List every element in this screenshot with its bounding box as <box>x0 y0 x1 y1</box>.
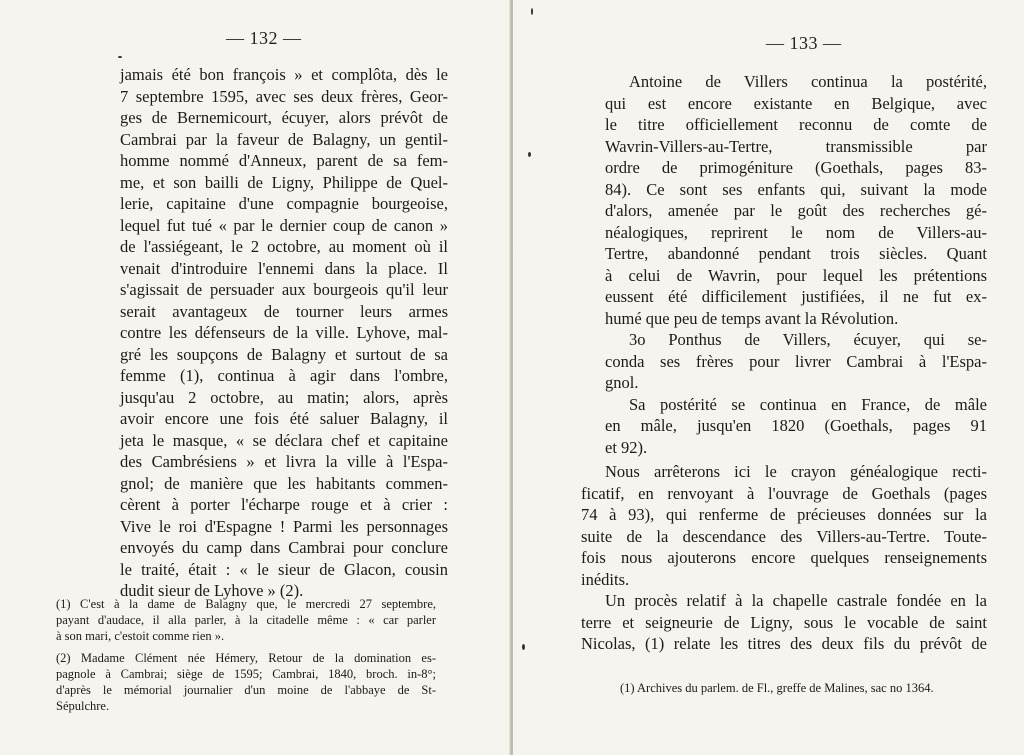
text-line: eussent été difficilement justifiées, il ne fut ex- <box>605 287 987 306</box>
text-line: 3o Ponthus de Villers, écuyer, qui se- <box>629 330 987 349</box>
text-line: Tertre, abandonné pendant trois siècles. Quant <box>605 244 987 263</box>
text-line: serait avantageux de tourner leurs armes <box>120 301 448 321</box>
footnote-line: à son mari, c'estoit comme rien ». <box>56 629 225 643</box>
text-line: Antoine de Villers continua la postérité, <box>629 72 987 91</box>
text-line: ges de Bernemicourt, écuyer, alors prévôt de <box>120 108 448 127</box>
text-line: Nicolas, (1) relate les titres des deux fils du prévôt de <box>581 634 987 653</box>
left-page <box>0 0 511 755</box>
text-line: lequel fut tué « par le dernier coup de canon » <box>120 215 448 235</box>
text-line: et 92). <box>605 437 648 457</box>
text-line: néalogiques, reprirent le nom de Villers-au- <box>605 222 987 242</box>
left-page-body <box>120 64 448 602</box>
footnote-line: d'après le mémorial journalier d'un moine de l'abbaye de St- <box>56 683 436 697</box>
paragraph <box>581 461 987 590</box>
footnote-1 <box>56 596 436 644</box>
text-line: 7 septembre 1595, avec ses deux frères, Geor- <box>120 86 448 106</box>
text-line: homme nommé d'Anneux, parent de sa fem- <box>120 151 448 170</box>
right-page-body <box>605 71 987 458</box>
text-line: gré les soupçons de Balagny et surtout de sa <box>120 344 448 364</box>
text-line: de l'assiégeant, le 2 octobre, au moment où il <box>120 237 448 256</box>
right-footnotes <box>620 680 980 696</box>
text-line: lerie, capitaine d'une compagnie bourgeoise, <box>120 194 448 213</box>
ink-speck <box>531 8 533 15</box>
left-footnotes <box>56 596 436 714</box>
text-line: en mâle, jusqu'en 1820 (Goethals, pages 91 <box>605 416 987 435</box>
text-line: Vive le roi d'Espagne ! Parmi les personnages <box>120 516 448 536</box>
text-line: gnol. <box>605 373 639 392</box>
text-line: ficatif, en renvoyant à l'ouvrage de Goethals (pages <box>581 483 987 503</box>
footnote-line: (1) C'est à la dame de Balagny que, le mercredi 27 septembre, <box>56 597 436 611</box>
footnote-line: pagnole à Cambrai; siège de 1595; Cambrai, 1840, broch. in-8°; <box>56 667 436 681</box>
text-line: me, et son bailli de Ligny, Philippe de Quel- <box>120 172 448 192</box>
page-number-left: — 132 — <box>226 28 302 48</box>
text-line: gnol; de manière que les habitants commen- <box>120 473 448 493</box>
text-line: ordre de primogéniture (Goethals, pages 83- <box>605 158 987 177</box>
text-line: jeta le masque, « se déclara chef et capitaine <box>120 430 448 450</box>
text-line: Wavrin-Villers-au-Tertre, transmissible par <box>605 136 987 156</box>
footnote-line: (2) Madame Clément née Hémery, Retour de la domination es- <box>56 651 436 665</box>
text-line: dudit sieur de Lyhove » (2). <box>120 581 304 600</box>
paragraph <box>605 329 987 394</box>
text-line: avoir encore une fois été saluer Balagny, il <box>120 409 448 428</box>
text-line: Nous arrêterons ici le crayon généalogique recti- <box>605 462 987 481</box>
text-line: 84). Ce sont ses enfants qui, suivant la mode <box>605 179 987 199</box>
text-line: inédits. <box>581 569 630 589</box>
text-line: conda ses frères pour livrer Cambrai à l'Espa- <box>605 351 987 371</box>
text-line: jamais été bon françois » et complôta, dès le <box>120 65 448 84</box>
text-line: Cambrai par la faveur de Balagny, un gentil- <box>120 129 448 149</box>
text-line: Sa postérité se continua en France, de mâle <box>629 394 987 414</box>
text-line: Un procès relatif à la chapelle castrale fondée en la <box>605 591 987 610</box>
text-line: cèrent à porter l'écharpe rouge et à crier : <box>120 495 448 514</box>
text-line: des Cambrésiens » et livra la ville à l'Espa- <box>120 452 448 471</box>
text-line: venait d'introduire l'ennemi dans la place. Il <box>120 258 448 278</box>
footnote-line: payant d'audace, il alla parler, à la citadelle même : « car parler <box>56 613 436 627</box>
ink-speck <box>528 152 531 157</box>
footnote-2 <box>56 650 436 714</box>
text-line: le titre officiellement reconnu de comte de <box>605 115 987 134</box>
text-line: suite de la descendance des Villers-au-Tertre. Toute- <box>581 526 987 546</box>
right-page-body-continued <box>581 461 987 655</box>
text-line: contre les défenseurs de la ville. Lyhove, mal- <box>120 323 448 342</box>
text-line: humé que peu de temps avant la Révolution. <box>605 308 899 328</box>
text-line: qui est encore existante en Belgique, avec <box>605 93 987 113</box>
paragraph <box>605 394 987 459</box>
paragraph <box>605 71 987 329</box>
text-line: d'alors, amenée par le goût des recherches gé- <box>605 201 987 220</box>
footnote-line: Sépulchre. <box>56 699 110 713</box>
ink-speck <box>118 56 122 58</box>
text-line: envoyés du camp dans Cambrai pour conclure <box>120 538 448 557</box>
text-line: jusqu'au 2 octobre, au matin; alors, après <box>120 387 448 407</box>
text-line: fois nous ajouterons encore quelques renseignements <box>581 548 987 567</box>
text-line: terre et seigneurie de Ligny, sous le vocable de saint <box>581 612 987 632</box>
paragraph <box>581 590 987 655</box>
footnote-1-right: (1) Archives du parlem. de Fl., greffe de Malines, sac no 1364. <box>620 681 934 695</box>
ink-speck <box>522 644 525 650</box>
text-line: le traité, était : « le sieur de Glacon, cousin <box>120 559 448 579</box>
page-number-right: — 133 — <box>766 33 842 53</box>
text-line: à celui de Wavrin, pour lequel les prétentions <box>605 265 987 285</box>
text-line: femme (1), continua à agir dans l'ombre, <box>120 366 448 385</box>
text-line: 74 à 93), qui renferme de précieuses données sur la <box>581 505 987 524</box>
text-line: s'agissait de persuader aux bourgeois qu'il leur <box>120 280 448 299</box>
